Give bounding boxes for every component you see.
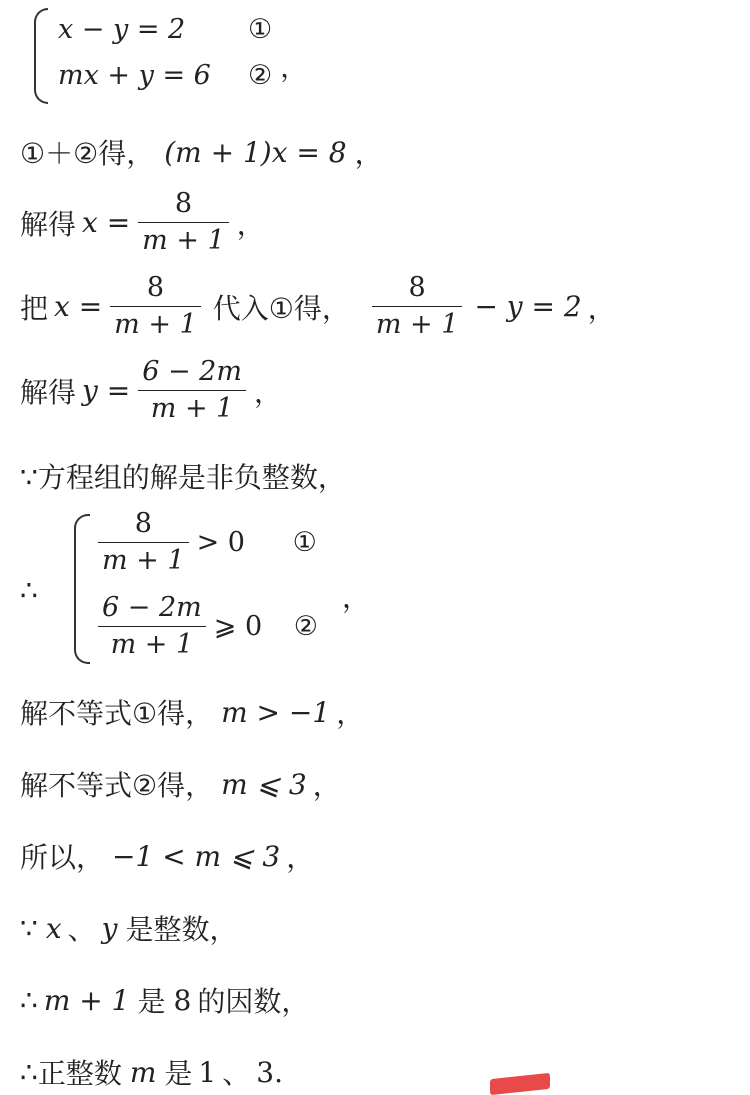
conclusion-text-1: 正整数 [37, 1057, 122, 1090]
step-substitute-lhs: x = [54, 290, 103, 323]
conclusion [20, 1052, 283, 1092]
equation-1: x − y = 2 [58, 14, 186, 45]
fraction-denominator: m + 1 [142, 225, 225, 256]
var-y: y [101, 911, 118, 945]
step-solve-x-comma: ， [236, 207, 265, 241]
fraction-numerator: 8 [408, 272, 426, 303]
equation-1-number: ① [248, 14, 273, 45]
left-brace [74, 514, 90, 664]
therefore-factor-number: 8 [173, 983, 192, 1017]
equation-2-number: ② [248, 60, 273, 91]
fraction-denominator: m + 1 [114, 309, 197, 340]
var-x: x [45, 911, 62, 945]
because-nonnegative-text: ∵方程组的解是非负整数， [20, 461, 346, 494]
inequality-2-relation: ⩾ 0 [213, 611, 263, 642]
solve-ineq-2 [20, 764, 341, 804]
inequality-1-number: ① [292, 527, 317, 558]
step-add-comma: ， [354, 137, 383, 170]
fraction-denominator: m + 1 [150, 393, 234, 424]
separator: 、 [67, 913, 96, 946]
fraction-denominator: m + 1 [375, 309, 459, 340]
therefore-factor-text: 的因数， [197, 985, 310, 1018]
step-substitute-comma: ， [587, 291, 616, 325]
step-solve-x-label: 解得 [20, 207, 77, 241]
fraction-numerator: 8 [146, 272, 165, 303]
therefore-factor-mid: 是 [137, 985, 166, 1018]
solve-ineq-1 [20, 692, 364, 732]
step-add-math: (m + 1)x = 8 [164, 135, 347, 169]
inequality-2-number: ② [293, 611, 318, 642]
therefore-factor-math: m + 1 [43, 983, 130, 1017]
fraction-ineq-1 [98, 506, 189, 579]
solve-ineq-1-math: m > −1 [221, 695, 331, 729]
fraction-numerator: 6 − 2m [102, 592, 202, 623]
solve-ineq-2-comma: ， [312, 769, 341, 802]
step-add [20, 132, 383, 172]
because-nonnegative [20, 456, 346, 496]
fraction-x-sub [110, 270, 201, 343]
conclusion-text-2: 是 [164, 1057, 193, 1090]
range-math: −1 < m ⩽ 3 [112, 839, 281, 873]
step-solve-x [20, 186, 265, 259]
red-highlight-mark [490, 1073, 550, 1095]
fraction-y [138, 354, 246, 427]
step-solve-y-label: 解得 [20, 375, 77, 409]
step-solve-x-lhs: x = [82, 206, 131, 239]
system-2-comma: ， [342, 581, 371, 614]
because-symbol: ∵ [20, 911, 38, 945]
because-integers-text: 是整数， [125, 913, 238, 946]
fraction-sub-eq [372, 270, 463, 343]
separator: 、 [222, 1057, 251, 1090]
step-solve-y-comma: ， [253, 375, 282, 409]
left-brace [34, 8, 48, 104]
fraction-denominator: m + 1 [102, 545, 185, 576]
fraction-numerator: 8 [134, 508, 152, 539]
range-label: 所以， [20, 841, 105, 874]
fraction-x [138, 186, 229, 259]
step-solve-y [20, 354, 282, 427]
step-add-label: ①＋②得， [20, 137, 155, 170]
range-line [20, 836, 314, 876]
solve-ineq-1-comma: ， [336, 697, 365, 730]
equation-2: mx + y = 6 [58, 60, 211, 91]
fraction-numerator: 6 − 2m [142, 356, 242, 387]
solve-ineq-1-label: 解不等式①得， [20, 697, 214, 730]
therefore-symbol: ∴ [20, 1055, 38, 1089]
range-comma: ， [286, 841, 315, 874]
inequality-1-relation: > 0 [196, 527, 245, 558]
fraction-ineq-2 [98, 590, 206, 663]
because-integers [20, 908, 237, 948]
therefore-symbol: ∴ [20, 983, 38, 1017]
step-substitute-label: 把 [20, 291, 49, 325]
step-solve-y-lhs: y = [82, 374, 131, 407]
conclusion-var-m: m [129, 1055, 157, 1089]
conclusion-value-2: 3. [256, 1055, 283, 1089]
therefore-symbol: ∴ [20, 574, 38, 607]
step-substitute-rhs: − y = 2 [474, 290, 582, 323]
conclusion-value-1: 1 [198, 1055, 217, 1089]
fraction-numerator: 8 [174, 188, 193, 219]
step-substitute [20, 270, 616, 343]
solve-ineq-2-label: 解不等式②得， [20, 769, 214, 802]
fraction-denominator: m + 1 [110, 629, 194, 660]
step-substitute-mid: 代入①得， [212, 291, 350, 325]
therefore-factor [20, 980, 309, 1020]
solve-ineq-2-math: m ⩽ 3 [221, 767, 307, 801]
system-1-comma: ， [280, 53, 308, 84]
